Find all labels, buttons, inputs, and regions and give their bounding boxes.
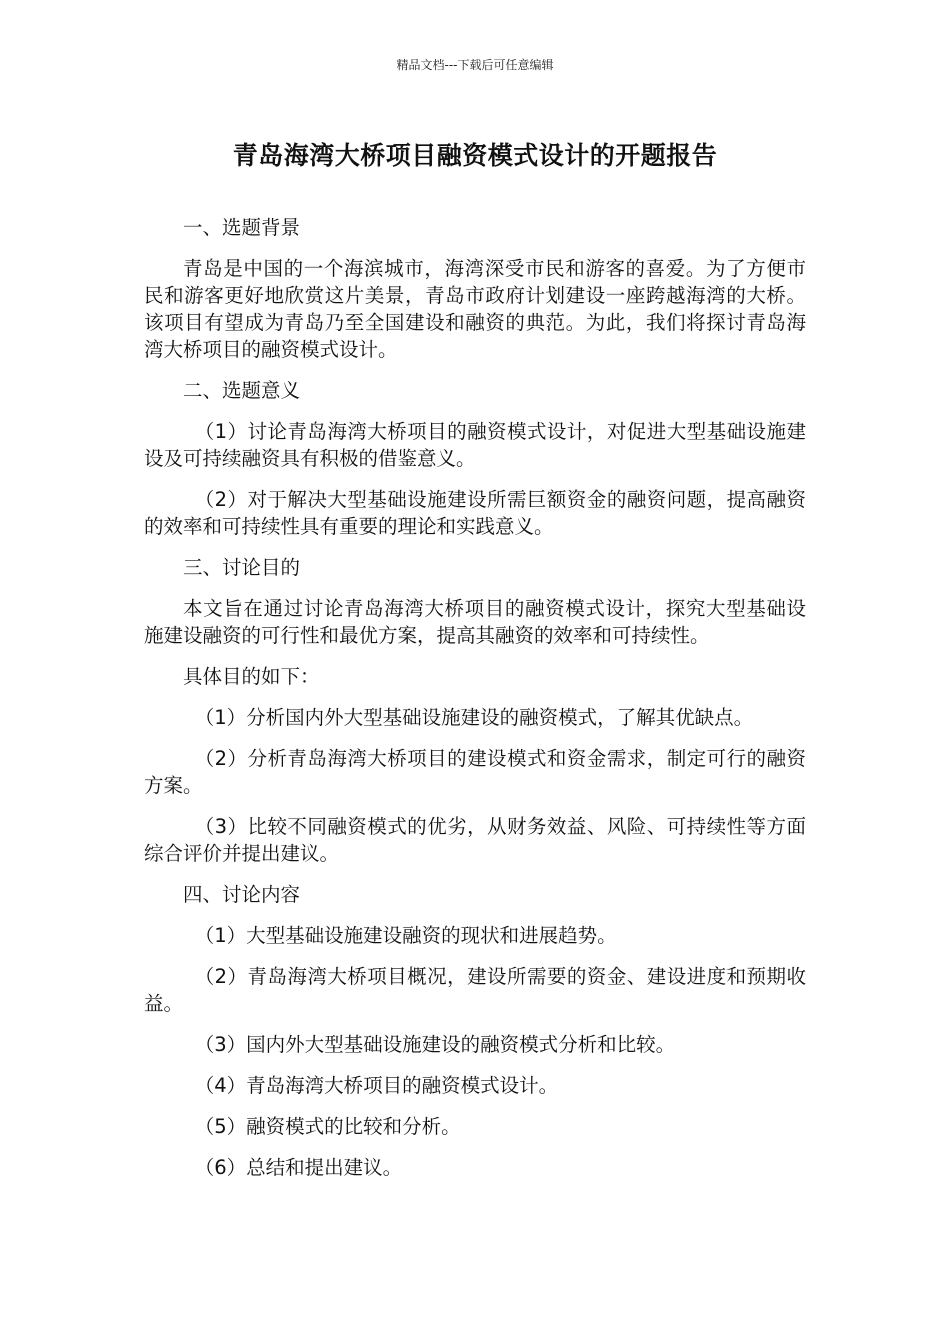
paragraph-purpose: 本文旨在通过讨论青岛海湾大桥项目的融资模式设计，探究大型基础设施建设融资的可行性和最优方案，提高其融资的效率和可持续性。 [144,597,806,647]
document-body [144,214,806,1195]
document-title: 青岛海湾大桥项目融资模式设计的开题报告 [232,141,718,170]
purpose-item-3: （3）比较不同融资模式的优劣，从财务效益、风险、可持续性等方面综合评价并提出建议。 [144,815,806,865]
content-item-5: （5）融资模式的比较和分析。 [194,1115,461,1138]
content-item-3: （3）国内外大型基础设施建设的融资模式分析和比较。 [194,1033,676,1056]
paragraph-background: 青岛是中国的一个海滨城市，海湾深受市民和游客的喜爱。为了方便市民和游客更好地欣赏这片美景，青岛市政府计划建设一座跨越海湾的大桥。该项目有望成为青岛乃至全国建设和融资的典范。为此，我们将探讨青岛海湾大桥项目的融资模式设计。 [144,257,806,361]
content-item-4: （4）青岛海湾大桥项目的融资模式设计。 [194,1074,559,1097]
content-item-1: （1）大型基础设施建设融资的现状和进展趋势。 [194,924,617,947]
section-heading-purpose: 三、讨论目的 [183,556,301,579]
page-header: 精品文档---下载后可任意编辑 [396,58,554,72]
content-item-6: （6）总结和提出建议。 [194,1156,403,1179]
significance-item-1: （1）讨论青岛海湾大桥项目的融资模式设计，对促进大型基础设施建设及可持续融资具有积极的借鉴意义。 [144,420,806,470]
section-heading-background: 一、选题背景 [183,216,301,239]
purpose-item-1: （1）分析国内外大型基础设施建设的融资模式，了解其优缺点。 [194,706,754,729]
section-heading-content: 四、讨论内容 [183,883,301,906]
content-item-2: （2）青岛海湾大桥项目概况，建设所需要的资金、建设进度和预期收益。 [144,965,806,1015]
purpose-item-2: （2）分析青岛海湾大桥项目的建设模式和资金需求，制定可行的融资方案。 [144,747,806,797]
paragraph-specific-purposes: 具体目的如下： [183,665,320,688]
section-heading-significance: 二、选题意义 [183,379,301,402]
significance-item-2: （2）对于解决大型基础设施建设所需巨额资金的融资问题，提高融资的效率和可持续性具有重要的理论和实践意义。 [144,488,806,538]
